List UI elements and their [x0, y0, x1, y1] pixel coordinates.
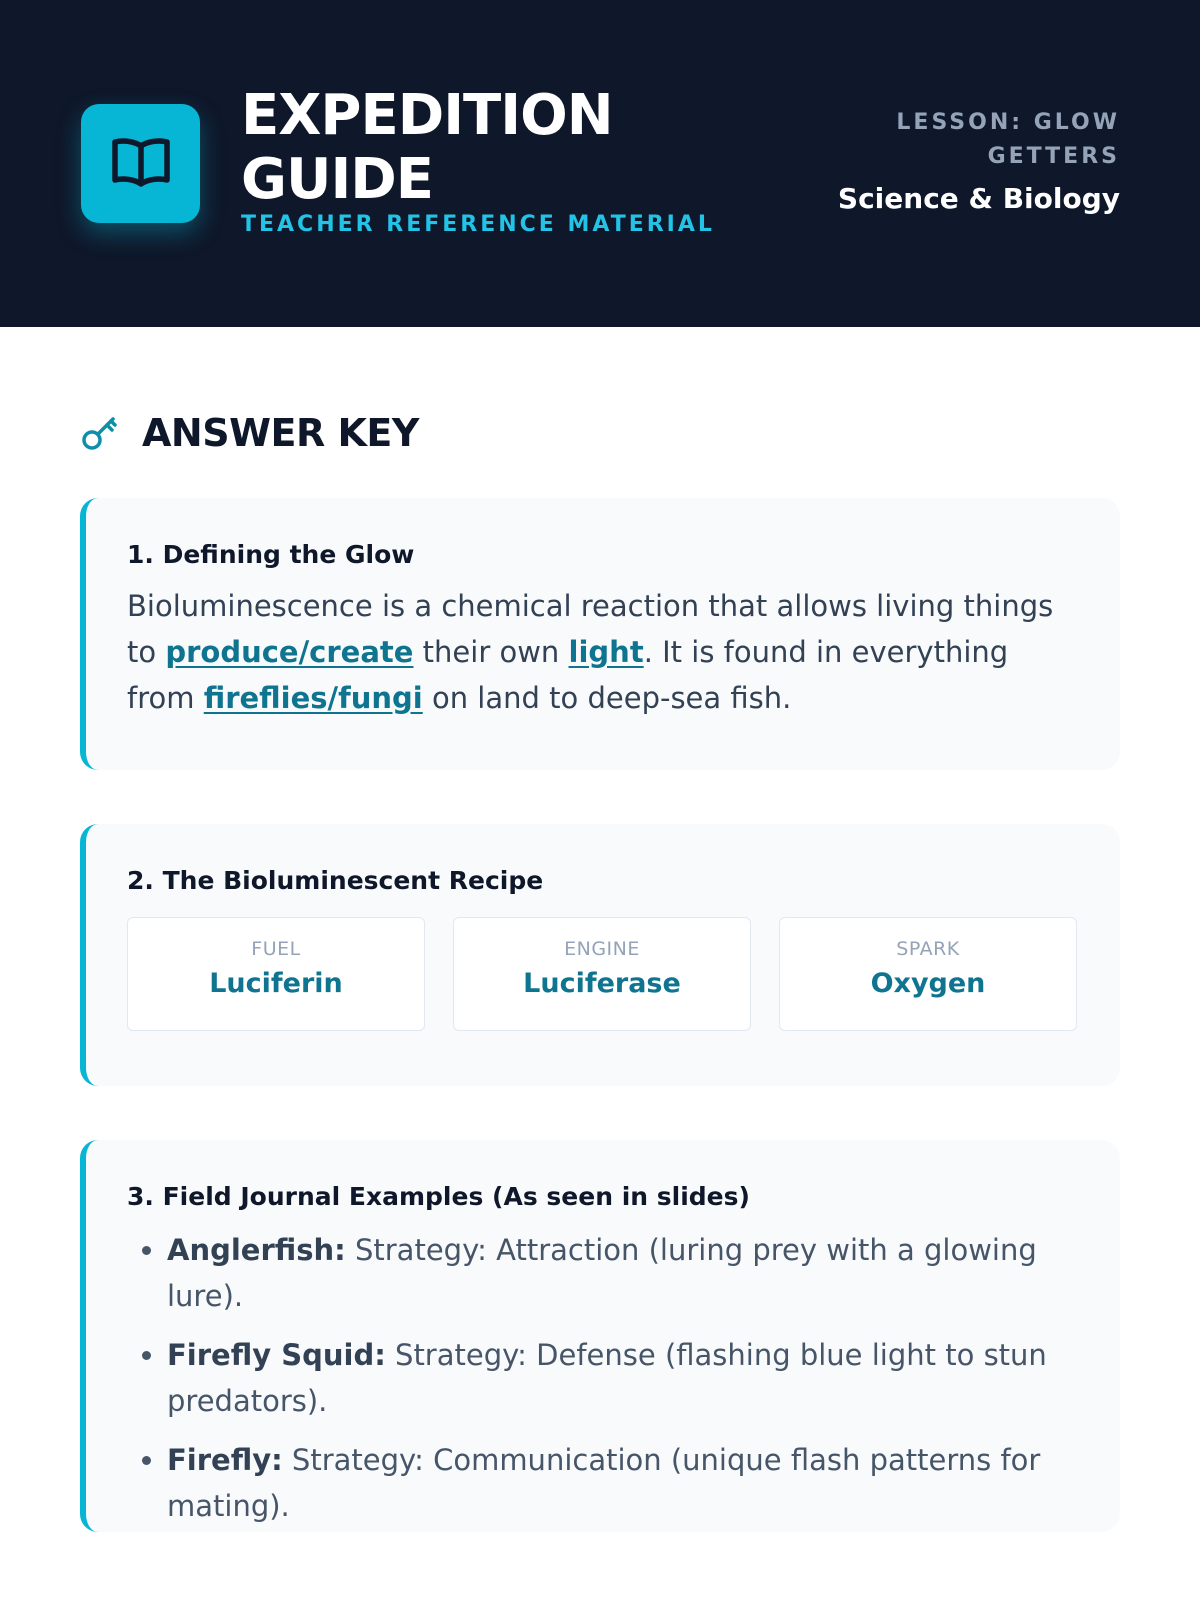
examples-list	[127, 1227, 1080, 1529]
example-text: Strategy: Attraction (luring prey with a glowing lure).	[167, 1233, 1037, 1313]
recipe-box-fuel	[127, 917, 425, 1031]
answer-produce-create: produce/create	[165, 635, 414, 669]
answer-card-field-journal	[80, 1140, 1120, 1532]
lesson-info	[838, 106, 1120, 215]
brand-block	[241, 84, 715, 237]
list-item	[167, 1332, 1080, 1424]
body-text: on land to deep-sea fish.	[422, 681, 792, 715]
book-icon	[109, 134, 173, 194]
body-text: their own	[413, 635, 569, 669]
body-text: . It is found in everything from	[127, 635, 1009, 715]
card-title: 3. Field Journal Examples (As seen in slides)	[127, 1182, 750, 1211]
page-header	[0, 0, 1200, 327]
list-item	[167, 1227, 1080, 1319]
recipe-label: FUEL	[251, 938, 301, 960]
lesson-subject: Science & Biology	[837, 182, 1120, 215]
answer-key-heading	[80, 405, 1120, 461]
card-title: 2. The Bioluminescent Recipe	[127, 866, 544, 895]
answer-card-recipe	[80, 824, 1120, 1086]
answer-fireflies-fungi: fireflies/fungi	[203, 681, 423, 715]
recipe-label: ENGINE	[564, 938, 640, 960]
recipe-value: Luciferase	[523, 968, 681, 999]
example-name: Anglerfish:	[167, 1233, 346, 1267]
page-subtitle: TEACHER REFERENCE MATERIAL	[241, 212, 715, 237]
example-text: Strategy: Communication (unique flash patterns for mating).	[167, 1443, 1041, 1523]
answer-key-title: ANSWER KEY	[142, 411, 419, 455]
main-content	[0, 405, 1200, 1532]
lesson-label: LESSON: GLOW GETTERS	[896, 110, 1120, 169]
recipe-value: Oxygen	[870, 968, 986, 999]
key-icon	[80, 413, 120, 453]
recipe-box-spark	[779, 917, 1077, 1031]
list-item	[167, 1437, 1080, 1529]
answer-card-defining-glow	[80, 498, 1120, 770]
recipe-label: SPARK	[896, 938, 960, 960]
example-text: Strategy: Defense (flashing blue light to stun predators).	[167, 1338, 1047, 1418]
body-text: Bioluminescence is a chemical reaction that allows living things to	[127, 589, 1054, 669]
answer-light: light	[568, 635, 644, 669]
recipe-row	[127, 917, 1080, 1031]
example-name: Firefly:	[167, 1443, 283, 1477]
recipe-value: Luciferin	[209, 968, 343, 999]
page-title: EXPEDITION GUIDE	[241, 83, 613, 212]
card-title: 1. Defining the Glow	[127, 540, 415, 569]
example-name: Firefly Squid:	[167, 1338, 386, 1372]
card-body	[127, 583, 1080, 721]
recipe-box-engine	[453, 917, 751, 1031]
logo-badge	[81, 104, 200, 223]
